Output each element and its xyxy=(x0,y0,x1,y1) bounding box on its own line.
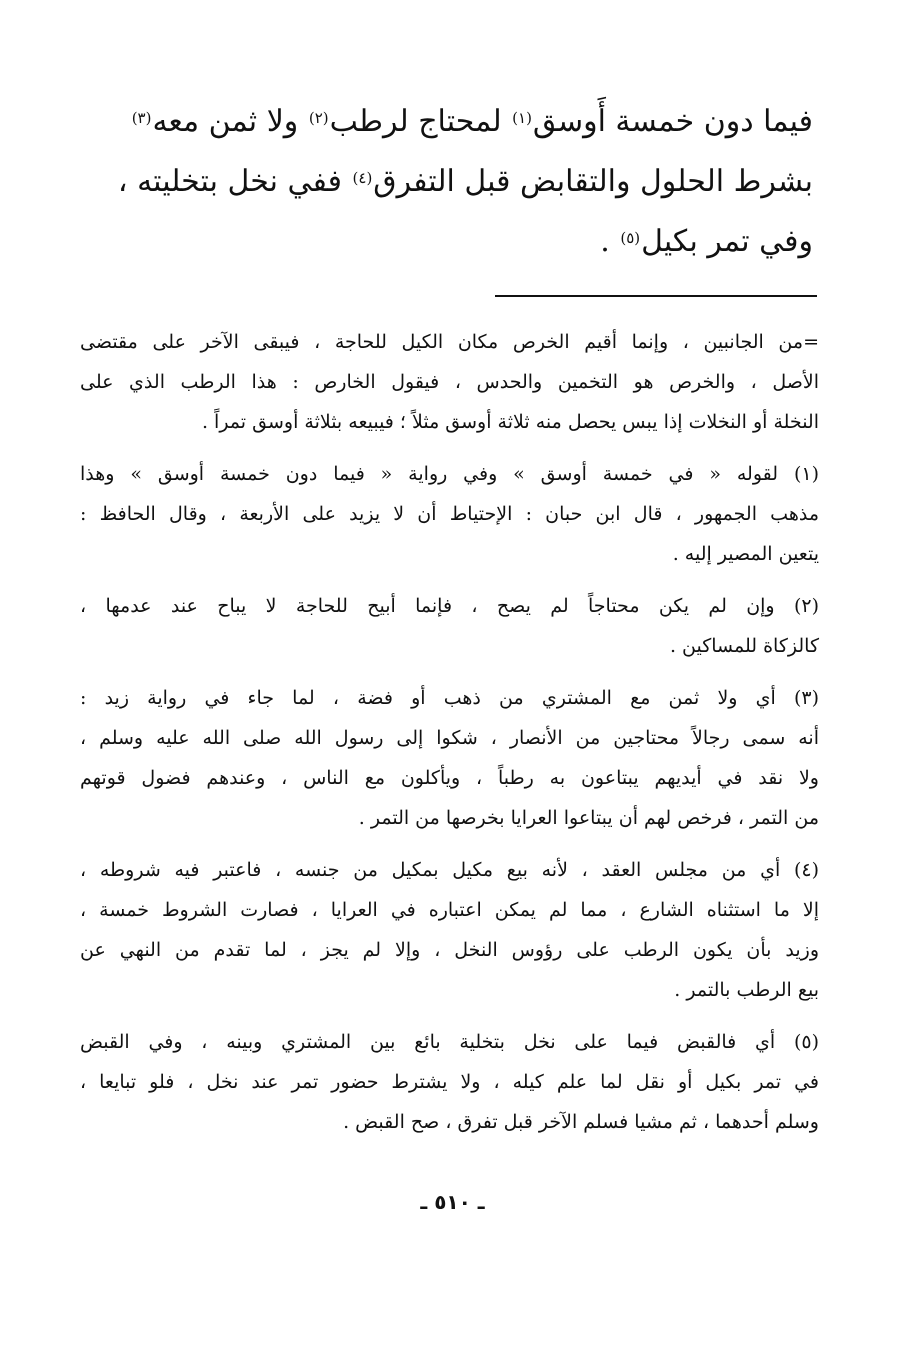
footnote-marker: (٤) xyxy=(352,169,373,187)
footnote-divider xyxy=(495,295,817,297)
footnote-5 xyxy=(80,1022,819,1142)
footnote-marker: (٣) xyxy=(131,109,152,127)
main-line xyxy=(86,152,813,212)
footnote-line: (٢) وإن لم يكن محتاجاً لم يصح ، فإنما أبيح للحاجة لا يباح عند عدمها ، xyxy=(80,595,819,617)
footnote-line: أنه سمى رجالاً محتاجين من الأنصار ، شكوا إلى رسول الله صلى الله عليه وسلم ، xyxy=(80,727,819,749)
footnote-line: بيع الرطب بالتمر . xyxy=(674,979,819,1001)
footnote-line: (٣) أي ولا ثمن مع المشتري من ذهب أو فضة ، لما جاء في رواية زيد : xyxy=(80,687,819,709)
footnote-line: الأصل ، والخرص هو التخمين والحدس ، فيقول الخارص : هذا الرطب الذي على xyxy=(80,371,820,393)
footnote-line: كالزكاة للمساكين . xyxy=(669,635,819,657)
footnote-line: (٥) أي فالقبض فيما على نخل بتخلية بائع بين المشتري وبينه ، وفي القبض xyxy=(80,1031,819,1053)
footnote-1 xyxy=(80,454,819,574)
page-number: ـ ٥١٠ ـ xyxy=(420,1190,485,1214)
main-text-segment: ولا ثمن معه xyxy=(152,104,308,139)
footnote-line: من التمر ، فرخص لهم أن يبتاعوا العرايا بخرصها من التمر . xyxy=(358,807,819,829)
footnote-line: في تمر بكيل أو نقل لما علم كيله ، ولا يشترط حضور تمر عند نخل ، فلو تبايعا ، xyxy=(80,1071,819,1093)
footnote-continuation xyxy=(80,322,819,442)
footnote-line: (١) لقوله « في خمسة أوسق » وفي رواية « فيما دون خمسة أوسق » وهذا xyxy=(80,463,819,485)
footnote-4 xyxy=(80,850,819,1010)
footnote-2 xyxy=(80,586,819,666)
footnote-line: النخلة أو النخلات إذا يبس يحصل منه ثلاثة أوسق مثلاً ؛ فيبيعه بثلاثة أوسق تمراً . xyxy=(201,411,819,433)
footnote-line: (٤) أي من مجلس العقد ، لأنه بيع مكيل بمكيل من جنسه ، فاعتبر فيه شروطه ، xyxy=(80,859,819,881)
footnote-line: يتعين المصير إليه . xyxy=(672,543,819,565)
main-line xyxy=(86,212,813,272)
footnote-marker: (٥) xyxy=(620,229,641,247)
footnote-line: وزيد بأن يكون الرطب على رؤوس النخل ، وإلا لم يجز ، لما تقدم من النهي عن xyxy=(80,939,819,961)
main-line xyxy=(86,92,813,152)
main-text-segment: ففي نخل بتخليته ، xyxy=(117,164,352,199)
footnote-line: مذهب الجمهور ، قال ابن حبان : الإحتياط أن لا يزيد على الأربعة ، وقال الحافظ : xyxy=(80,503,819,525)
footnote-marker: (١) xyxy=(512,109,532,127)
footnote-marker: (٢) xyxy=(308,109,329,127)
main-text-block xyxy=(86,92,813,272)
footnote-line: وسلم أحدهما ، ثم مشيا فسلم الآخر قبل تفرق ، صح القبض . xyxy=(343,1111,819,1133)
main-text-segment: بشرط الحلول والتقابض قبل التفرق xyxy=(373,164,813,199)
main-text-segment: فيما دون خمسة أَوسق xyxy=(532,104,813,139)
footnote-3 xyxy=(80,678,819,838)
footnote-line: =من الجانبين ، وإنما أقيم الخرص مكان الكيل للحاجة ، فيبقى الآخر على مقتضى xyxy=(80,331,819,353)
main-text-segment: . xyxy=(600,224,620,259)
main-text-segment: وفي تمر بكيل xyxy=(641,224,813,259)
footnote-line: ولا نقد في أيديهم يبتاعون به رطباً ، ويأكلون مع الناس ، وعندهم فضول قوتهم xyxy=(80,767,819,789)
footnotes-section xyxy=(80,322,819,1154)
footnote-line: إلا ما استثناه الشارع ، مما لم يمكن اعتباره في العرايا ، فصارت الشروط خمسة ، xyxy=(80,899,819,921)
main-text-segment: لمحتاج لرطب xyxy=(329,104,512,139)
